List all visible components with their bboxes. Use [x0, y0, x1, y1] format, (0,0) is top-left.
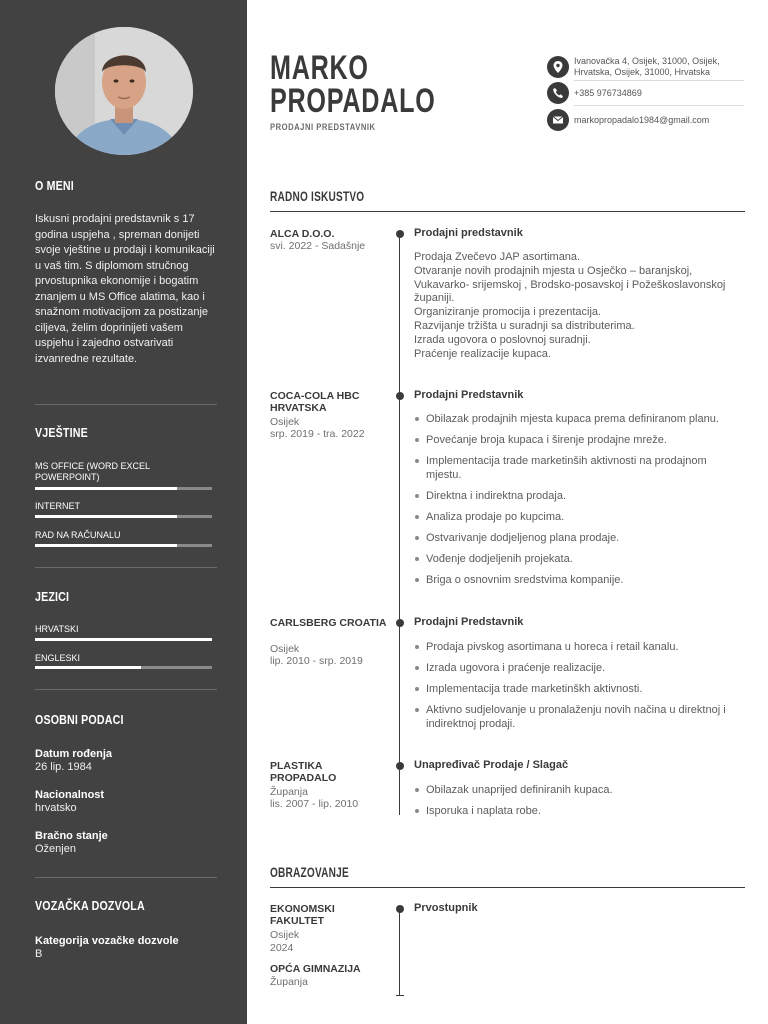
education-degree: Prvostupnik [414, 902, 478, 914]
experience-location: Županja [270, 786, 308, 798]
location-pin-icon [547, 56, 569, 78]
list-item: Aktivno sudjelovanje u pronalaženju novih načina u direktnoj i indirektnoj prodaji. [414, 703, 744, 731]
birthdate-label: Datum rođenja [35, 748, 113, 760]
marital-label: Bračno stanje [35, 830, 108, 842]
experience-role: Unapređivač Prodaje / Slagač [414, 759, 569, 771]
list-item: Direktna i indirektna prodaja. [414, 489, 744, 503]
list-item: Implementacija trade marketinših aktivnosti na prodajnom mjestu. [414, 454, 744, 482]
experience-org: ALCA D.O.O. [270, 228, 335, 240]
timeline-dot [396, 392, 404, 400]
experience-role: Prodajni predstavnik [414, 227, 523, 239]
skill-bar [35, 544, 212, 547]
list-item: Obilazak prodajnih mjesta kupaca prema definiranom planu. [414, 412, 744, 426]
nationality-label: Nacionalnost [35, 789, 105, 801]
list-item: Prodaja pivskog asortimana u horeca i retail kanalu. [414, 640, 744, 654]
job-title: PRODAJNI PREDSTAVNIK [270, 122, 376, 132]
timeline-dot [396, 905, 404, 913]
birthdate-value: 26 lip. 1984 [35, 761, 92, 773]
language-bar [35, 638, 212, 641]
personal-heading: OSOBNI PODACI [35, 712, 124, 727]
language-label: HRVATSKI [35, 624, 79, 634]
license-label: Kategorija vozačke dozvole [35, 935, 179, 947]
education-location: Osijek [270, 929, 300, 941]
skill-label: INTERNET [35, 501, 80, 511]
phone-text[interactable]: +385 976734869 [574, 88, 642, 98]
languages-heading: JEZICI [35, 589, 70, 604]
experience-org: PLASTIKA PROPADALO [270, 760, 337, 784]
education-org: EKONOMSKI FAKULTET [270, 903, 335, 927]
experience-bullets [414, 783, 744, 825]
first-name: MARKO [270, 49, 369, 87]
experience-dates: srp. 2019 - tra. 2022 [270, 428, 365, 440]
sidebar [0, 0, 247, 1024]
marital-value: Oženjen [35, 843, 76, 855]
about-heading: O MENI [35, 178, 74, 193]
list-item: Isporuka i naplata robe. [414, 804, 744, 818]
skill-bar-fill [35, 544, 177, 547]
experience-dates: lis. 2007 - lip. 2010 [270, 798, 359, 810]
education-heading: OBRAZOVANJE [270, 864, 349, 880]
timeline-line [399, 233, 400, 815]
license-value: B [35, 948, 43, 960]
language-bar [35, 666, 212, 669]
education-dates: 2024 [270, 942, 294, 954]
list-item: Analiza prodaje po kupcima. [414, 510, 744, 524]
timeline-end [396, 995, 404, 996]
address-text: Ivanovačka 4, Osijek, 31000, Osijek, Hrvatska, Osijek, 31000, Hrvatska [574, 56, 720, 77]
list-item: Izrada ugovora i praćenje realizacije. [414, 661, 744, 675]
divider [35, 877, 217, 878]
full-name [270, 49, 436, 120]
experience-role: Prodajni Predstavnik [414, 616, 524, 628]
skill-bar-fill [35, 515, 177, 518]
timeline-dot [396, 230, 404, 238]
experience-org: COCA-COLA HBC HRVATSKA [270, 390, 360, 414]
experience-location: Osijek [270, 416, 300, 428]
list-item: Povećanje broja kupaca i širenje prodajne mreže. [414, 433, 744, 447]
divider [574, 80, 744, 81]
divider [35, 689, 217, 690]
experience-dates: lip. 2010 - srp. 2019 [270, 655, 363, 667]
timeline-line [399, 908, 400, 996]
skills-heading: VJEŠTINE [35, 425, 88, 440]
about-text: Iskusni prodajni predstavnik s 17 godina uspjeha , spreman donijeti svoje vještine u prodaji i komunikaciji u vaš tim. S diplomom stručnog prvostupnika ekonomije i bogatim znanjem u MS Office alatima, kao i snažnom motivacijom za postizanje ciljeva, želim doprinijeti vašem uspjehu i zajedno ostvarivati izvanredne rezultate. [35, 213, 215, 365]
skill-bar [35, 515, 212, 518]
divider [574, 105, 744, 106]
education-org: OPĆA GIMNAZIJA [270, 963, 361, 975]
skill-label: RAD NA RAČUNALU [35, 530, 121, 540]
experience-bullets [414, 412, 744, 594]
language-label: ENGLESKI [35, 653, 81, 663]
experience-role: Prodajni Predstavnik [414, 389, 524, 401]
timeline-dot [396, 619, 404, 627]
phone-icon [547, 82, 569, 104]
license-heading: VOZAČKA DOZVOLA [35, 898, 145, 913]
language-bar-fill [35, 638, 212, 641]
skill-label: MS OFFICE (WORD EXCEL POWERPOINT) [35, 461, 150, 482]
last-name: PROPADALO [270, 82, 436, 120]
profile-photo-image [55, 27, 193, 155]
skill-bar-fill [35, 487, 177, 490]
list-item: Implementacija trade marketinškh aktivnosti. [414, 682, 744, 696]
list-item: Briga o osnovnim sredstvima kompanije. [414, 573, 744, 587]
list-item: Vođenje dodjeljenih projekata. [414, 552, 744, 566]
section-rule [270, 211, 745, 212]
language-bar-fill [35, 666, 141, 669]
nationality-value: hrvatsko [35, 802, 77, 814]
experience-description: Prodaja Zvečevo JAP asortimana. Otvaranje novih prodajnih mjesta u Osječko – baranjskoj, Vukavarko- srijemskoj , Brodsko-posavskoj i Požeškoslavonskoj županiji. Organiziranje promocija i prezentacija. Razvijanje tržišta u suradnji sa distributerima. Izrada ugovora o poslovnoj suradnji. Praćenje realizacije kupaca. [414, 251, 726, 360]
education-location: Županja [270, 976, 308, 988]
list-item: Ostvarivanje dodjeljenog plana prodaje. [414, 531, 744, 545]
envelope-icon [547, 109, 569, 131]
email-text[interactable]: markopropadalo1984@gmail.com [574, 115, 710, 125]
list-item: Obilazak unaprijed definiranih kupaca. [414, 783, 744, 797]
divider [35, 567, 217, 568]
profile-photo [55, 27, 193, 155]
section-rule [270, 887, 745, 888]
divider [35, 404, 217, 405]
experience-heading: RADNO ISKUSTVO [270, 188, 365, 204]
experience-org: CARLSBERG CROATIA [270, 617, 387, 629]
experience-location: Osijek [270, 643, 300, 655]
timeline-dot [396, 762, 404, 770]
experience-bullets [414, 640, 744, 738]
skill-bar [35, 487, 212, 490]
experience-dates: svi. 2022 - Sadašnje [270, 240, 366, 252]
